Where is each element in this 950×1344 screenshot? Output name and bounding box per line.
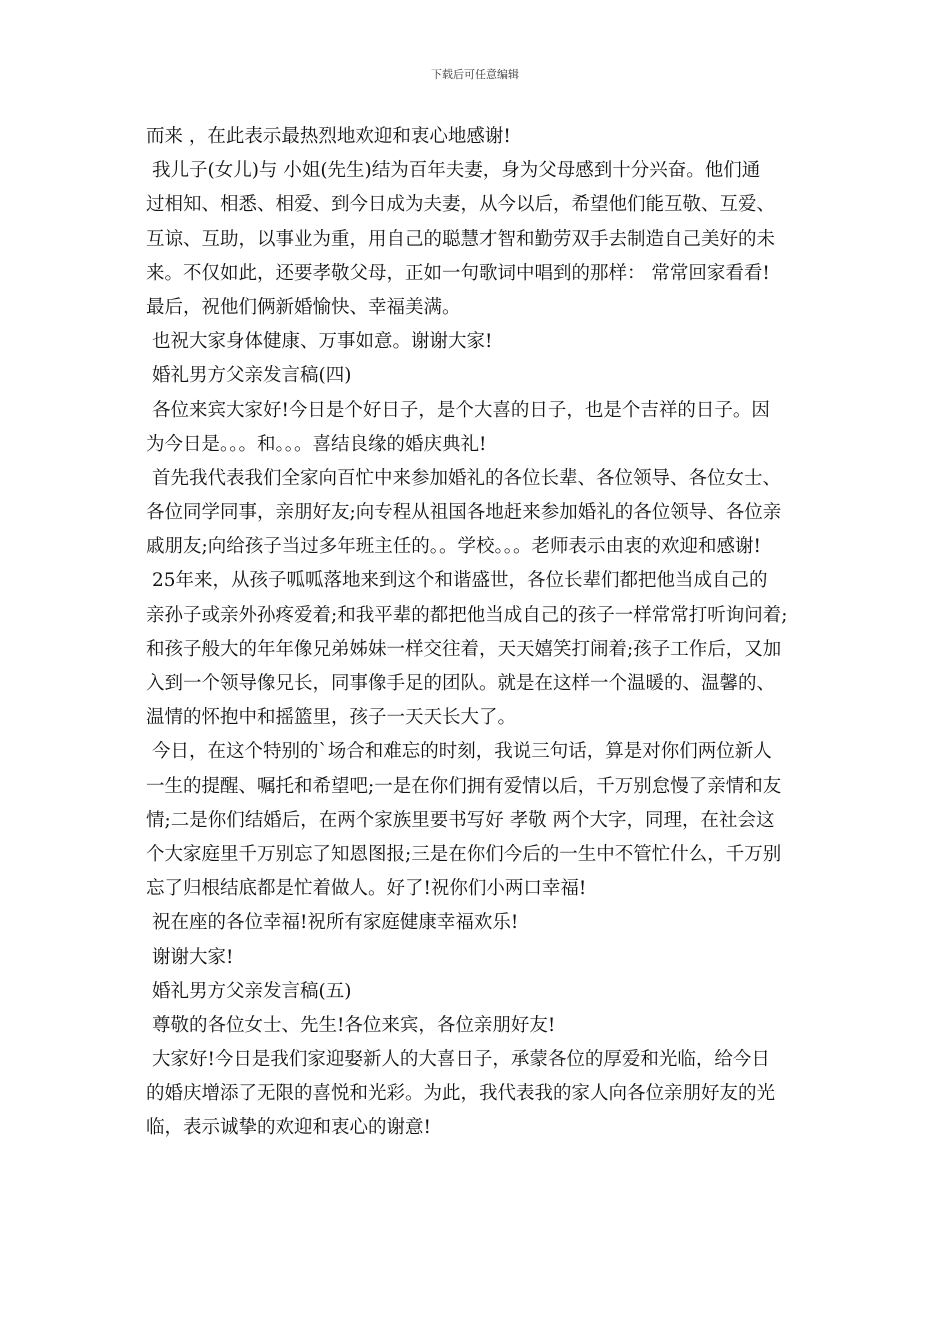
text-line: 情;二是你们结婚后，在两个家族里要书写好 孝敬 两个大字，同理，在社会这 <box>146 809 775 831</box>
section-heading: 婚礼男方父亲发言稿(五) <box>152 980 352 1002</box>
text-line: 过相知、相悉、相爱、到今日成为夫妻，从今以后，希望他们能互敬、互爱、 <box>146 194 776 216</box>
text-line: 入到一个领导像兄长，同事像手足的团队。就是在这样一个温暖的、温馨的、 <box>146 673 776 694</box>
text-line: 一生的提醒、嘱托和希望吧;一是在你们拥有爱情以后，千万别怠慢了亲情和友 <box>146 775 782 797</box>
document-body <box>146 120 816 1146</box>
text-line: 为今日是。。。和。。。喜结良缘的婚庆典礼! <box>146 433 487 455</box>
text-line: 互谅、互助，以事业为重，用自己的聪慧才智和勤劳双手去制造自己美好的未 <box>146 228 776 250</box>
text-line: 也祝大家身体健康、万事如意。谢谢大家! <box>152 331 493 353</box>
text-line: 忘了归根结底都是忙着做人。好了!祝你们小两口幸福! <box>146 878 587 900</box>
text-line: 我儿子(女儿)与 小姐(先生)结为百年夫妻，身为父母感到十分兴奋。他们通 <box>152 160 761 182</box>
text-line: 祝在座的各位幸福!祝所有家庭健康幸福欢乐! <box>152 912 519 934</box>
text-line: 大家好!今日是我们家迎娶新人的大喜日子，承蒙各位的厚爱和光临，给今日 <box>152 1049 770 1071</box>
text-line: 亲孙子或亲外孙疼爱着;和我平辈的都把他当成自己的孩子一样常常打听询问着; <box>146 604 788 626</box>
text-line: 的婚庆增添了无限的喜悦和光彩。为此，我代表我的家人向各位亲朋好友的光 <box>146 1083 776 1105</box>
section-heading: 婚礼男方父亲发言稿(四) <box>152 365 352 387</box>
text-line: 谢谢大家! <box>152 946 234 968</box>
text-line: 和孩子般大的年年像兄弟姊妹一样交往着，天天嬉笑打闹着;孩子工作后，又加 <box>146 638 782 660</box>
text-line: 戚朋友;向给孩子当过多年班主任的。。学校。。。老师表示由衷的欢迎和感谢! <box>146 536 761 558</box>
text-line: 而来 ，在此表示最热烈地欢迎和衷心地感谢! <box>146 126 511 147</box>
text-line: 各位来宾大家好!今日是个好日子，是个大喜的日子，也是个吉祥的日子。因 <box>152 399 770 421</box>
text-line: 25年来，从孩子呱呱落地来到这个和谐盛世，各位长辈们都把他当成自己的 <box>152 570 768 592</box>
text-line: 个大家庭里千万别忘了知恩图报;三是在你们今后的一生中不管忙什么，千万别 <box>146 843 782 865</box>
text-line: 来。不仅如此，还要孝敬父母，正如一句歌词中唱到的那样： 常常回家看看! <box>146 262 770 284</box>
text-line: 今日，在这个特别的`场合和难忘的时刻，我说三句话，算是对你们两位新人 <box>152 741 772 763</box>
text-line: 尊敬的各位女士、先生!各位来宾，各位亲朋好友! <box>152 1014 556 1036</box>
page-header: 下载后可任意编辑 <box>431 68 519 81</box>
text-line: 临，表示诚挚的欢迎和衷心的谢意! <box>146 1117 431 1139</box>
text-line: 各位同学同事，亲朋好友;向专程从祖国各地赶来参加婚礼的各位领导、各位亲 <box>146 502 782 524</box>
text-line: 首先我代表我们全家向百忙中来参加婚礼的各位长辈、各位领导、各位女士、 <box>152 467 782 489</box>
text-line: 温情的怀抱中和摇篮里，孩子一天天长大了。 <box>146 707 517 729</box>
text-line: 最后，祝他们俩新婚愉快、幸福美满。 <box>146 296 461 318</box>
